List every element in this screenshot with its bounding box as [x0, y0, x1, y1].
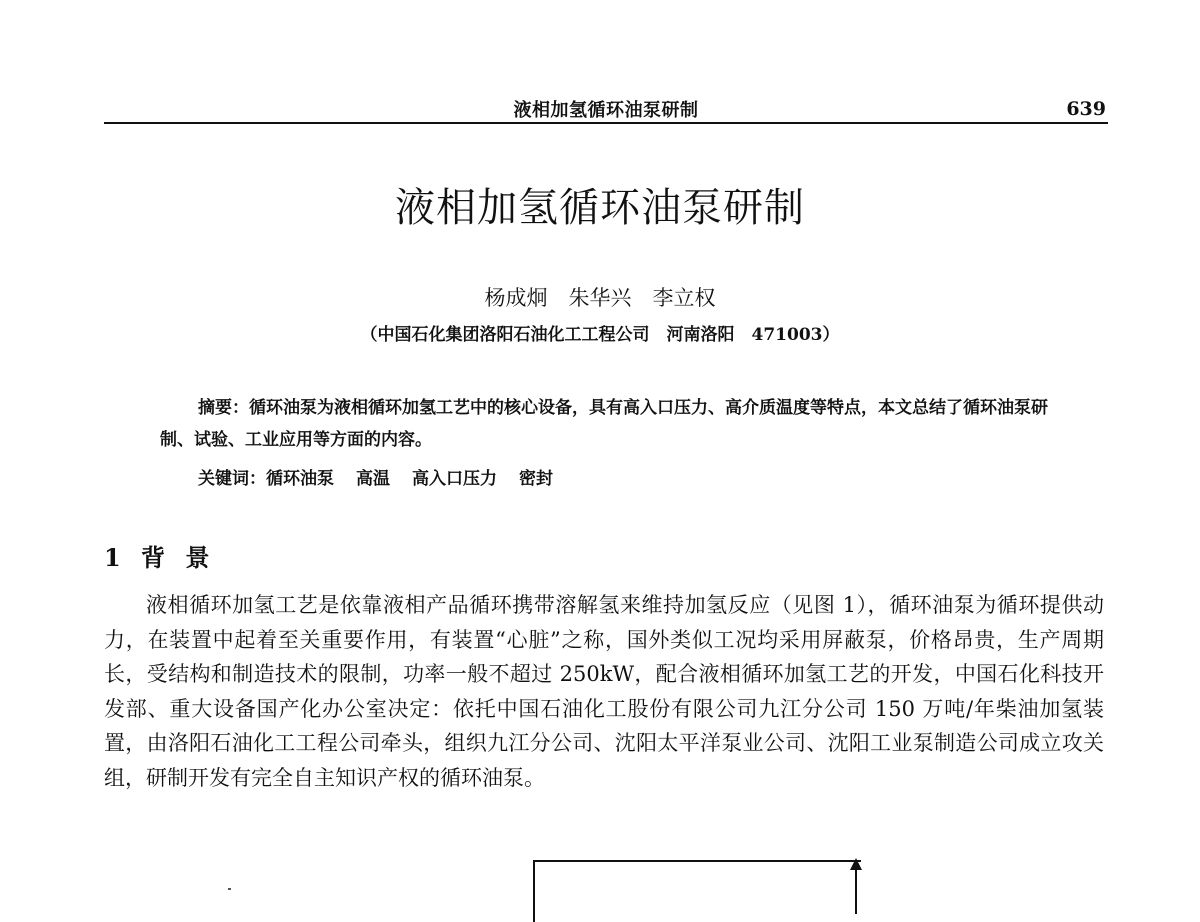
author-list: 杨成炯 朱华兴 李立权 — [484, 286, 716, 310]
author-affiliation: （中国石化集团洛阳石油化工工程公司 河南洛阳 471003） — [360, 325, 840, 345]
keyword-item: 高入口压力 — [412, 469, 497, 489]
scan-speck — [228, 888, 231, 890]
running-header — [104, 92, 1108, 124]
running-title: 液相加氢循环油泵研制 — [513, 100, 699, 121]
paper-title: 液相加氢循环油泵研制 — [395, 185, 805, 231]
body-paragraph: 液相循环加氢工艺是依靠液相产品循环携带溶解氢来维持加氢反应（见图 1），循环油泵为循环提供动力，在装置中起着至关重要作用，有装置“心脏”之称，国外类似工况均采用屏蔽泵，价格昂贵，生产周期长，受结构和制造技术的限制，功率一般不超过 250kW，配合液相循环加氢工艺的开发，中国石化科技开发部、重大设备国产化办公室决定：依托中国石油化工股份有限公司九江分公司 150 万吨/年柴油加氢装置，由洛阳石油化工工程公司牵头，组织九江分公司、沈阳太平洋泵业公司、沈阳工业泵制造公司成立攻关组，研制开发有完全自主知识产权的循环油泵。 — [104, 593, 1104, 790]
figure-1-partial-diagram — [533, 860, 861, 922]
page-number: 639 — [1066, 98, 1106, 120]
section-heading: 1 背 景 — [104, 543, 216, 572]
keyword-item: 密封 — [519, 469, 553, 489]
abstract-text: 摘要：循环油泵为液相循环加氢工艺中的核心设备，具有高入口压力、高介质温度等特点，本文总结了循环油泵研制、试验、工业应用等方面的内容。 — [160, 398, 1048, 450]
keywords — [198, 464, 575, 489]
arrow-up-icon — [850, 858, 862, 870]
keywords-label: 关键词： — [198, 469, 266, 489]
keyword-item: 高温 — [356, 469, 390, 489]
figure-arrow-line — [855, 864, 857, 914]
keyword-item: 循环油泵 — [266, 469, 334, 489]
abstract — [160, 392, 1060, 456]
